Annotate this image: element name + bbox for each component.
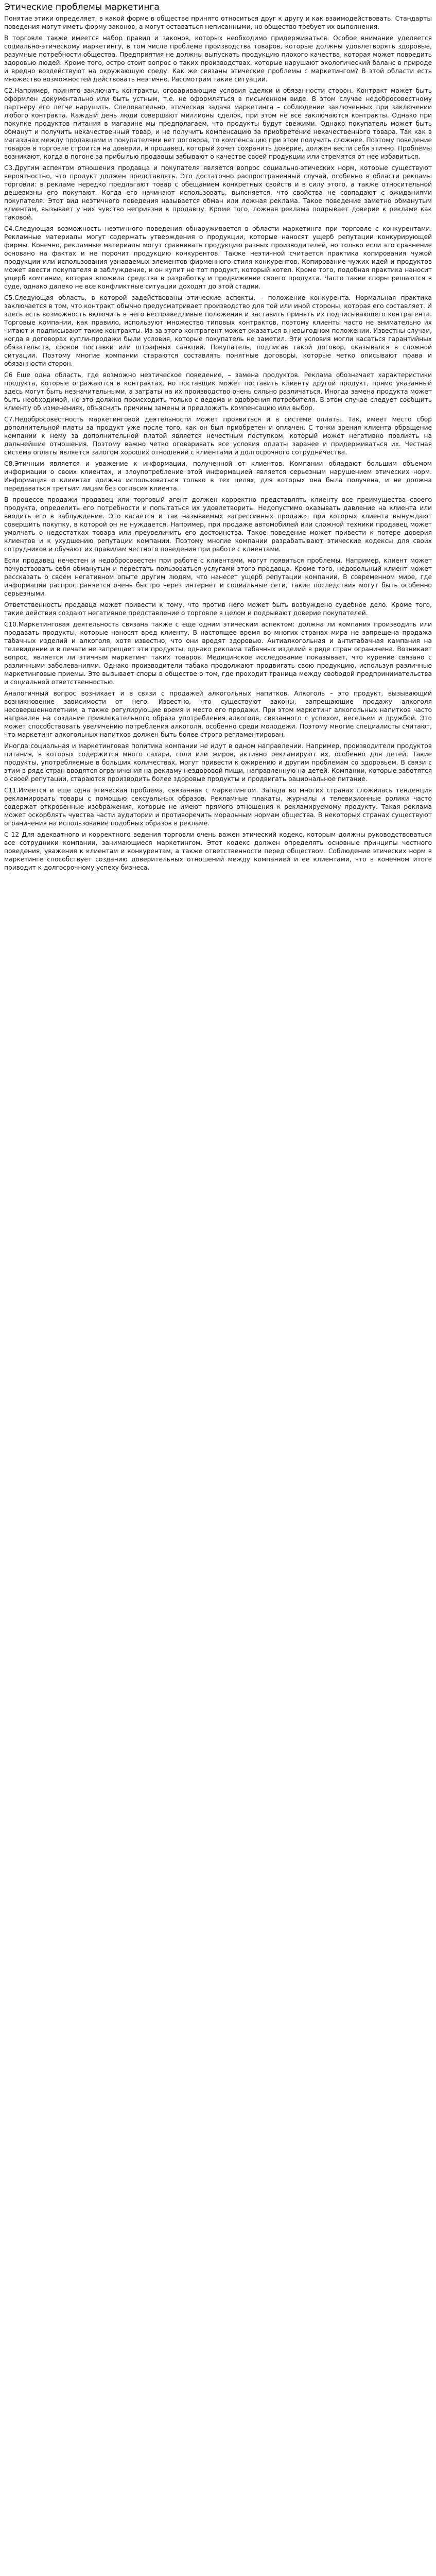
paragraph: Понятие этики определяет, в какой форме в обществе принято относиться друг к другу и как взаимодействовать. Стандарты поведения могут иметь форму законов, а могут оставаться неписанными, но общество требует их выполнения. (4, 15, 432, 30)
paragraph: C4.Следующая возможность неэтичного поведения обнаруживается в области маркетинга при торговле с конкурентами. Рекламные материалы могут содержать утверждения о продукции, которые наносят ущерб репутации конкурирующей фирмы. Конечно, рекламные материалы могут сравнивать продукцию разных производителей, но только если это сравнение основано на фактах и не порочит продукцию конкурентов. Также неэтичной считается практика копирования чужой продукции или использования узнаваемых элементов фирменного стиля конкурентов. Копирование чужих идей и продуктов может ввести покупателя в заблуждение, и он купит не тот продукт, который хотел. Кроме того, подобная практика наносит ущерб компании, которая вложила средства в разработку и продвижение своего продукта. Часто такие споры решаются в суде, однако далеко не все конфликтные ситуации доходят до этой стадии. (4, 225, 432, 290)
paragraph: C 12 Для адекватного и корректного ведения торговли очень важен этический кодекс, которым должны руководствоваться все сотрудники компании, занимающиеся маркетингом. Этот кодекс должен определять основные принципы честного поведения, уважения к клиентам и конкурентам, а также ответственности перед обществом. Соблюдение этических норм в маркетинге способствует созданию доверительных отношений между компанией и ее клиентами, что в конечном итоге приводит к долгосрочному успеху бизнеса. (4, 831, 432, 871)
document-page (0, 0, 436, 879)
paragraph: Ответственность продавца может привести к тому, что против него может быть возбуждено судебное дело. Кроме того, такие действия создают негативное представление о торговле в целом и подрывают доверие покупателей. (4, 601, 432, 617)
paragraph: C5.Следующая область, в которой задействованы этические аспекты, – положение конкурента. Нормальная практика заключается в том, что контракт обычно предусматривает производство для той или иной стороны, которая его составляет. И здесь есть возможность включить в него несправедливые положения и заставить принять их подписывающего контрагента. Торговые компании, как правило, используют множество типовых контрактов, поэтому клиенты часто не внимательно их читают и подписывают такие контракты. Из-за этого контрагент может оказаться в невыгодном положении. Известны случаи, когда в договорах купли-продажи были условия, которые покупатель не заметил. Эти условия могли касаться гарантийных обязательств, сроков поставки или штрафных санкций. Покупатель, подписав такой договор, оказывался в сложной ситуации. Поэтому многие компании стараются составлять понятные договоры, которые четко описывают права и обязанности сторон. (4, 294, 432, 367)
document-body (4, 14, 432, 872)
paragraph: C10.Маркетинговая деятельность связана также с еще одним этическим аспектом: должна ли компания производить или продавать продукты, которые наносят вред клиенту. В настоящее время во многих странах мира не запрещена продажа табачных изделий и алкоголя, хотя известно, что они вредят здоровью. Антиалкогольная и антитабачная кампания на телевидении и в печати не запрещает эти продукты, однако реклама табачных изделий в ряде стран ограничена. Возникает вопрос, является ли этичным маркетинг таких товаров. Медицинское исследование показывает, что курение связано с различными заболеваниями. Однако производители табака продолжают продвигать свою продукцию, используя различные маркетинговые приемы. Это вызывает споры в обществе о том, где проходит граница между свободой предпринимательства и социальной ответственностью. (4, 621, 432, 686)
document-title: Этические проблемы маркетинга (4, 2, 160, 12)
paragraph: C3.Другим аспектом отношения продавца и покупателя является вопрос социально-этических норм, которые существуют вероятностно, что продукт должен представлять. Это достаточно распространенный случай, особенно в области рекламы торговли: в рекламе нередко предлагают товар с обещанием конкретных свойств и в силу этого, а также относительной дешевизны его покупают. Когда его начинают использовать, выясняется, что свойства не совпадают с ожиданиями покупателя. Этот вид неэтичного поведения называется обман или ложная реклама. Такое поведение заметно обманутым клиентам, вызывает у них чувство неприязни к продавцу. Кроме того, ложная реклама подрывает доверие к рекламе как таковой. (4, 164, 432, 221)
paragraph: C7.Недобросовестность маркетинговой деятельности может проявиться и в системе оплаты. Так, имеет место сбор дополнительной платы за продукт уже после того, как он был приобретен и оплачен. С точки зрения клиента обращение компании к нему за дополнительной платой является нечестным поступком, который может негативно повлиять на дальнейшие отношения. Поэтому важно четко оговаривать все условия оплаты заранее и придерживаться их. Честная система оплаты является залогом хороших отношений с клиентами и долгосрочного сотрудничества. (4, 416, 432, 456)
paragraph: В торговле также имеется набор правил и законов, которых необходимо придерживаться. Особое внимание уделяется социально-этическому маркетингу, в том числе проблеме производства товаров, которые должны удовлетворять здоровые, разумные потребности общества. Предприятия не должны выпускать продукцию плохого качества, которая может повредить здоровью людей. Кроме того, остро стоит вопрос о таких производствах, которые нарушают экологический баланс в природе и вредно воздействуют на окружающую среду. Как же связаны этические проблемы с маркетингом? В этой области есть множество возможностей действовать неэтично. Рассмотрим такие ситуации. (4, 35, 432, 83)
paragraph: C2.Например, принято заключать контракты, оговаривающие условия сделки и обязанности сторон. Контракт может быть оформлен документально или быть устным, т.е. не оформляться в письменном виде. В этом случае недобросовестному партнеру его легче нарушить. Следовательно, этическая задача маркетинга – соблюдение заключенных при заключении любого контракта. Каждый день люди совершают миллионы сделок, при этом не все заключаются контракты. Однако при покупке продуктов питания в магазине мы предполагаем, что продукты будут свежими. Однако покупатель может быть обманут и получить некачественный товар, и не получить компенсацию за приобретение некачественного товара. Так как в магазинах между продавцами и покупателями нет договора, то компенсацию при этом получить сложнее. Поэтому поведение товаров в торговле строится на доверии, и продавец, который хочет сохранить доверие, должен вести себя этично. Проблемы возникают, когда в погоне за прибылью продавцы забывают о качестве своей продукции или стремятся от нее избавиться. (4, 87, 432, 160)
paragraph: C8.Этичным является и уважение к информации, полученной от клиентов. Компании обладают большим объемом информации о своих клиентах, и злоупотребление этой информацией является серьезным нарушением этических норм. Информация о клиентах должна использоваться только в тех целях, для которых она была получена, и не должна передаваться третьим лицам без согласия клиента. (4, 460, 432, 492)
paragraph: Если продавец нечестен и недобросовестен при работе с клиентами, могут появиться проблемы. Например, клиент может почувствовать себя обманутым и перестать пользоваться услугами этого продавца. Кроме того, недовольный клиент может рассказать о своем негативном опыте другим людям, что нанесет ущерб репутации компании. В современном мире, где информация распространяется очень быстро через интернет и социальные сети, такие последствия могут быть особенно серьезными. (4, 557, 432, 597)
paragraph: C11.Имеется и еще одна этическая проблема, связанная с маркетингом. Запада во многих странах сложилась тенденция рекламировать товары с помощью сексуальных образов. Рекламные плакаты, журналы и телевизионные ролики часто содержат откровенные изображения, которые не имеют прямого отношения к рекламируемому продукту. Такая реклама может оскорблять чувства части аудитории и противоречить моральным нормам общества. В некоторых странах существуют ограничения на использование подобных образов в рекламе. (4, 787, 432, 827)
paragraph: Аналогичный вопрос возникает и в связи с продажей алкогольных напитков. Алкоголь – это продукт, вызывающий возникновение зависимости от него. Известно, что существуют законы, запрещающие продажу алкоголя несовершеннолетним, а также регулирующие время и место его продажи. При этом маркетинг алкогольных напитков часто направлен на создание привлекательного образа употребления алкоголя, связанного с успехом, весельем и дружбой. Это может способствовать увеличению потребления алкоголя, особенно среди молодежи. Поэтому многие специалисты считают, что маркетинг алкогольных напитков должен быть более строго регламентирован. (4, 690, 432, 738)
paragraph: В процессе продажи продавец или торговый агент должен корректно представлять клиенту все преимущества своего продукта, определить его потребности и попытаться их удовлетворить. Недопустимо оказывать давление на клиента или вводить его в заблуждение. Это касается и так называемых «агрессивных продаж», при которых клиента вынуждают совершить покупку, в которой он не нуждается. Например, при продаже автомобилей или сложной техники продавец может умолчать о недостатках товара или преувеличить его достоинства. Такое поведение может привести к потере доверия клиентов и к ухудшению репутации компании. Поэтому многие компании разрабатывают этические кодексы для своих сотрудников и обучают их правилам честного поведения при работе с клиентами. (4, 496, 432, 553)
paragraph: C6 Еще одна область, где возможно неэтическое поведение, – замена продуктов. Реклама обозначает характеристики продукта, которые отражаются в контрактах, но поставщик может поставить клиенту другой продукт, прямо указанный здесь могут быть незначительными, а затраты на их производство очень сильно различаться. Иногда замена продукта может быть необходимой, но это должно происходить только с ведома и одобрения потребителя. В этом случае следует сообщить клиенту об изменениях, объяснить причины замены и предложить компенсацию или выбор. (4, 371, 432, 412)
paragraph: Иногда социальная и маркетинговая политика компании не идут в одном направлении. Например, производители продуктов питания, в которых содержится много сахара, соли или жиров, активно рекламируют их, особенно для детей. Такие продукты, употребляемые в больших количествах, могут привести к ожирению и другим проблемам со здоровьем. В связи с этим в ряде стран вводятся ограничения на рекламу нездоровой пищи, направленную на детей. Компании, которые заботятся о своей репутации, стараются производить более здоровые продукты и продвигать рациональное питание. (4, 742, 432, 783)
